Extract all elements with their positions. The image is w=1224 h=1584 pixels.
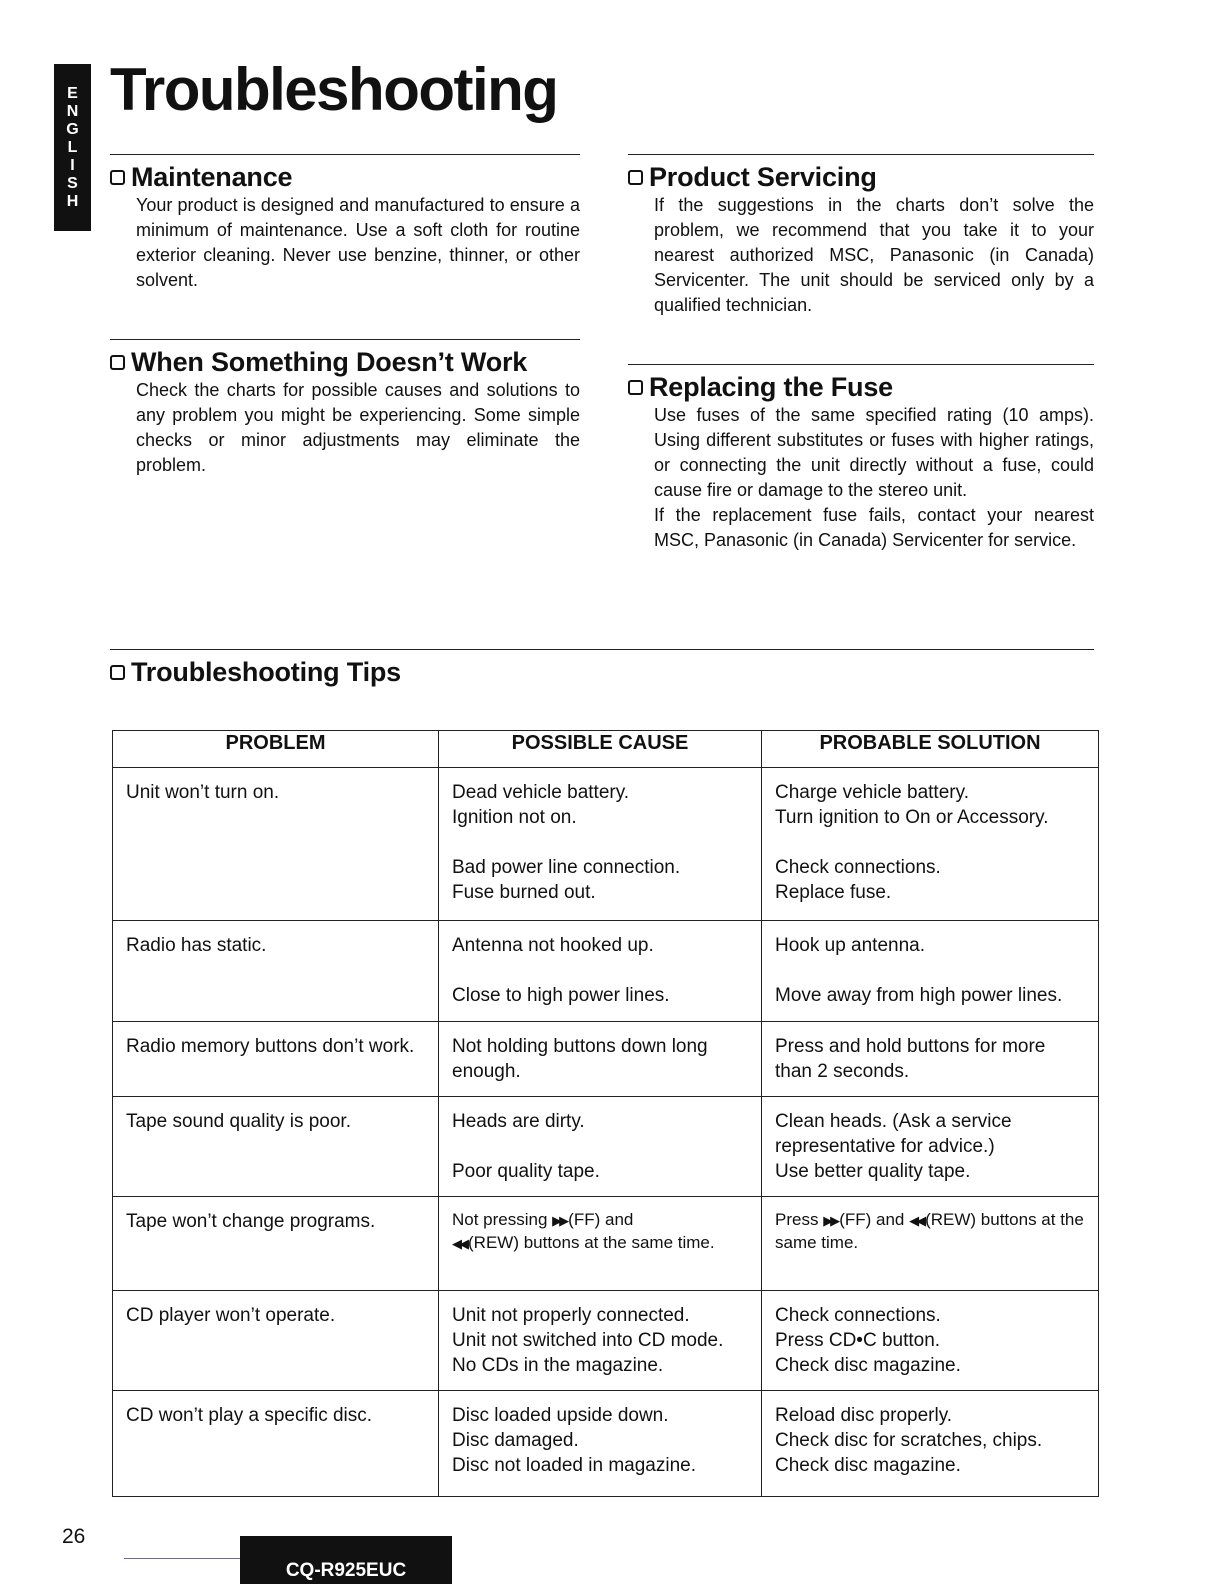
checkbox-square-icon [110, 665, 125, 680]
lang-letter: H [66, 192, 79, 210]
cause-text-part: Not pressing [452, 1210, 553, 1229]
solution-text: Press CD•C button. [775, 1330, 941, 1351]
maintenance-heading-text: Maintenance [131, 162, 293, 192]
solution-cell [762, 1097, 1099, 1197]
footer-divider [124, 1558, 244, 1559]
solution-text: Use better quality tape. [775, 1161, 971, 1182]
solution-text: Replace fuse. [775, 882, 892, 903]
solution-text: Check connections. [775, 857, 941, 878]
problem-text: Radio memory buttons don’t work. [126, 1036, 415, 1057]
lang-letter: I [70, 156, 75, 174]
cause-text: Disc damaged. [452, 1430, 579, 1451]
solution-cell [762, 1022, 1099, 1097]
cause-text: Poor quality tape. [452, 1161, 600, 1182]
checkbox-square-icon [110, 170, 125, 185]
solution-text: Turn ignition to On or Accessory. [775, 807, 1049, 828]
solution-text: Clean heads. (Ask a service representative for advice.) [775, 1111, 1012, 1157]
table-row [113, 1291, 1099, 1391]
problem-text: Unit won’t turn on. [126, 782, 280, 803]
cause-cell [439, 1197, 762, 1291]
problem-cell [113, 1291, 439, 1391]
cause-text [452, 1209, 749, 1255]
solution-cell [762, 768, 1099, 921]
solution-text: Check connections. [775, 1305, 941, 1326]
cause-text-part: (FF) and [568, 1210, 634, 1229]
replacing-fuse-section [628, 364, 1094, 553]
problem-text: CD won’t play a specific disc. [126, 1405, 373, 1426]
lang-letter: S [67, 174, 78, 192]
solution-text: Move away from high power lines. [775, 985, 1063, 1006]
problem-text: Radio has static. [126, 935, 267, 956]
section-divider [110, 339, 580, 340]
troubleshooting-tips-section [110, 649, 1094, 688]
rewind-icon: ◀◀ [452, 1236, 466, 1251]
solution-text: Check disc magazine. [775, 1455, 961, 1476]
checkbox-square-icon [110, 355, 125, 370]
table-row [113, 1097, 1099, 1197]
fast-forward-icon: ▶▶ [823, 1213, 838, 1228]
lang-letter: G [66, 120, 79, 138]
maintenance-section [110, 154, 580, 293]
cause-text: No CDs in the magazine. [452, 1355, 664, 1376]
cause-text: Unit not switched into CD mode. [452, 1330, 724, 1351]
replacing-fuse-heading-text: Replacing the Fuse [649, 372, 893, 402]
problem-cell [113, 1022, 439, 1097]
replacing-fuse-paragraph: Use fuses of the same specified rating (10 amps). Using different substitutes or fuses with higher ratings, or connecting the unit directly without a fuse, could cause fire or damage to the stereo unit. [654, 405, 1094, 500]
section-divider [628, 364, 1094, 365]
column-header-problem: PROBLEM [113, 731, 439, 768]
cause-text: Heads are dirty. [452, 1111, 585, 1132]
product-servicing-body: If the suggestions in the charts don’t solve the problem, we recommend that you take it to your nearest authorized MSC, Panasonic (in Canada) Servicenter. The unit should be serviced only by a qualified technician. [654, 195, 1094, 315]
solution-text: Press and hold buttons for more than 2 seconds. [775, 1036, 1046, 1082]
solution-text: Check disc for scratches, chips. [775, 1430, 1043, 1451]
product-servicing-section [628, 154, 1094, 318]
page-number: 26 [62, 1525, 86, 1548]
cause-text: Unit not properly connected. [452, 1305, 690, 1326]
when-something-heading-text: When Something Doesn’t Work [131, 347, 528, 377]
cause-cell [439, 1022, 762, 1097]
column-header-solution: PROBABLE SOLUTION [762, 731, 1099, 768]
problem-cell [113, 768, 439, 921]
cause-text-part: (REW) buttons at the same time. [468, 1233, 715, 1252]
cause-text: Antenna not hooked up. [452, 935, 654, 956]
section-divider [628, 154, 1094, 155]
checkbox-square-icon [628, 380, 643, 395]
problem-cell [113, 1097, 439, 1197]
model-badge: CQ-R925EUC [240, 1536, 452, 1584]
solution-text-part: (FF) and [839, 1210, 910, 1229]
cause-text: Bad power line connection. [452, 857, 681, 878]
problem-text: Tape won’t change programs. [126, 1211, 376, 1232]
table-row [113, 921, 1099, 1022]
problem-text: Tape sound quality is poor. [126, 1111, 351, 1132]
solution-cell [762, 1197, 1099, 1291]
lang-letter: E [67, 84, 78, 102]
cause-text: Disc loaded upside down. [452, 1405, 669, 1426]
replacing-fuse-body [628, 403, 1094, 553]
solution-text-part: Press [775, 1210, 824, 1229]
cause-text: Close to high power lines. [452, 985, 670, 1006]
problem-text: CD player won’t operate. [126, 1305, 336, 1326]
checkbox-square-icon [628, 170, 643, 185]
cause-text: Not holding buttons down long enough. [452, 1036, 708, 1082]
cause-cell [439, 1097, 762, 1197]
lang-letter: L [67, 138, 78, 156]
solution-cell [762, 1291, 1099, 1391]
solution-text: Hook up antenna. [775, 935, 926, 956]
problem-cell [113, 1197, 439, 1291]
troubleshooting-tips-heading-text: Troubleshooting Tips [131, 657, 401, 687]
table-row [113, 768, 1099, 921]
table-row [113, 1391, 1099, 1497]
language-tab [54, 64, 91, 231]
when-something-body: Check the charts for possible causes and solutions to any problem you might be experiencing. Some simple checks or minor adjustments may eliminate the problem. [136, 380, 580, 475]
solution-cell [762, 1391, 1099, 1497]
table-row [113, 1022, 1099, 1097]
troubleshooting-table [112, 730, 1099, 1497]
maintenance-heading [110, 161, 580, 193]
cause-cell [439, 768, 762, 921]
solution-text: Check disc magazine. [775, 1355, 961, 1376]
solution-text-part: (REW) buttons at the same time. [775, 1210, 1084, 1252]
solution-text: Charge vehicle battery. [775, 782, 969, 803]
product-servicing-heading [628, 161, 1094, 193]
solution-text [775, 1209, 1086, 1254]
solution-text: Reload disc properly. [775, 1405, 953, 1426]
fast-forward-icon: ▶▶ [552, 1213, 567, 1228]
when-something-section [110, 339, 580, 478]
replacing-fuse-paragraph: If the replacement fuse fails, contact your nearest MSC, Panasonic (in Canada) Servicenter for service. [654, 505, 1094, 550]
cause-text: Ignition not on. [452, 807, 577, 828]
product-servicing-heading-text: Product Servicing [649, 162, 877, 192]
section-divider [110, 649, 1094, 650]
lang-letter: N [66, 102, 79, 120]
when-something-heading [110, 346, 580, 378]
cause-cell [439, 1391, 762, 1497]
page-title: Troubleshooting [110, 56, 558, 123]
troubleshooting-tips-heading [110, 656, 1094, 688]
table-header-row [113, 731, 1099, 768]
problem-cell [113, 1391, 439, 1497]
maintenance-body: Your product is designed and manufactured to ensure a minimum of maintenance. Use a soft cloth for routine exterior cleaning. Never use benzine, thinner, or other solvent. [136, 195, 580, 290]
cause-text: Dead vehicle battery. [452, 782, 630, 803]
section-divider [110, 154, 580, 155]
cause-cell [439, 921, 762, 1022]
replacing-fuse-heading [628, 371, 1094, 403]
cause-text: Fuse burned out. [452, 882, 596, 903]
cause-cell [439, 1291, 762, 1391]
cause-text: Disc not loaded in magazine. [452, 1455, 696, 1476]
problem-cell [113, 921, 439, 1022]
column-header-cause: POSSIBLE CAUSE [439, 731, 762, 768]
solution-cell [762, 921, 1099, 1022]
table-row [113, 1197, 1099, 1291]
rewind-icon: ◀◀ [909, 1213, 924, 1228]
